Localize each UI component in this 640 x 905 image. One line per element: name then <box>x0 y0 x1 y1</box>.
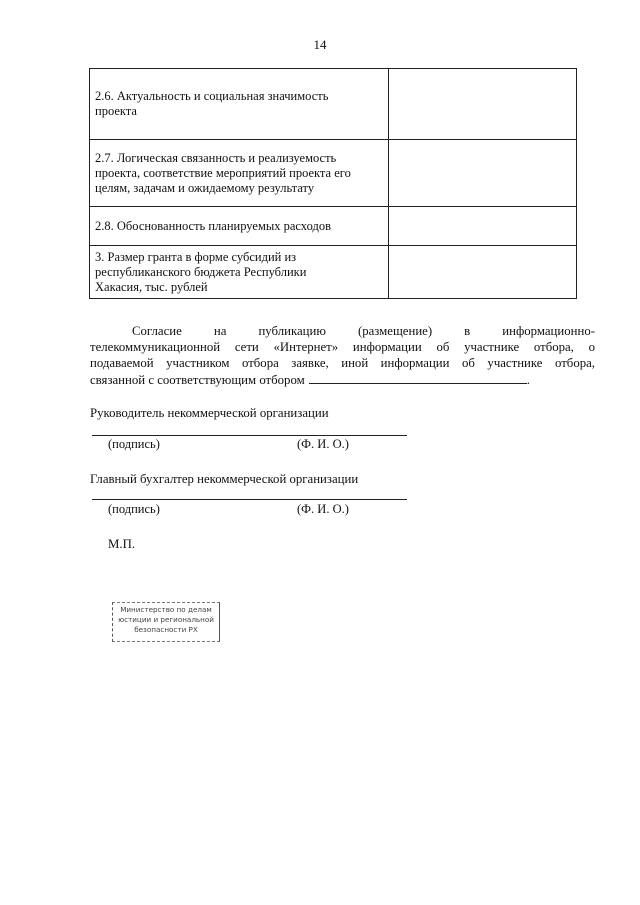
head-signature-caption: (подпись) <box>108 437 160 451</box>
head-name-caption: (Ф. И. О.) <box>297 437 349 451</box>
consent-line: Согласие на публикацию (размещение) в информационно- <box>132 324 595 338</box>
seal-place-label: М.П. <box>108 537 136 551</box>
criterion-line: 2.6. Актуальность и социальная значимость <box>95 89 329 103</box>
value-cell[interactable] <box>388 207 576 246</box>
accountant-signature-line[interactable] <box>92 499 407 500</box>
criterion-cell <box>90 69 389 140</box>
consent-paragraph <box>90 323 595 388</box>
consent-line: телекоммуникационной сети «Интернет» информации об участнике отбора, о <box>90 340 595 354</box>
consent-line-end: . <box>526 373 530 387</box>
criterion-line: Хакасия, тыс. рублей <box>95 279 208 294</box>
ministry-stamp <box>112 602 220 642</box>
value-cell[interactable] <box>388 69 576 140</box>
value-cell[interactable] <box>388 140 576 207</box>
criterion-line: проекта, соответствие мероприятий проекта его <box>95 165 351 180</box>
criterion-line: 2.7. Логическая связанность и реализуемость <box>95 150 337 165</box>
table-row <box>90 207 577 246</box>
criterion-line: целям, задачам и ожидаемому результату <box>95 180 315 195</box>
selection-blank-field[interactable] <box>309 371 527 384</box>
criterion-line: проекта <box>95 104 137 118</box>
criterion-cell <box>90 207 389 246</box>
head-title: Руководитель некоммерческой организации <box>90 406 329 420</box>
criterion-line: 2.8. Обоснованность планируемых расходов <box>95 218 331 233</box>
table-row <box>90 69 577 140</box>
accountant-name-caption: (Ф. И. О.) <box>297 502 349 516</box>
consent-line: подаваемой участником отбора заявке, иной информации об участнике отбора, <box>90 356 595 370</box>
stamp-line: Министерство по делам <box>120 605 212 614</box>
value-cell[interactable] <box>388 246 576 299</box>
criterion-cell <box>90 140 389 207</box>
evaluation-table <box>89 68 577 299</box>
head-signature-line[interactable] <box>92 435 407 436</box>
accountant-title: Главный бухгалтер некоммерческой организации <box>90 472 359 486</box>
consent-last-line <box>90 371 595 388</box>
criterion-line: 3. Размер гранта в форме субсидий из <box>95 249 297 264</box>
table-row <box>90 246 577 299</box>
stamp-line: юстиции и региональной <box>118 615 214 624</box>
page-number: 14 <box>313 37 327 52</box>
criterion-line: республиканского бюджета Республики <box>95 264 307 279</box>
stamp-line: безопасности РХ <box>134 625 198 634</box>
table-row <box>90 140 577 207</box>
accountant-signature-caption: (подпись) <box>108 502 160 516</box>
consent-line: связанной с соответствующим отбором <box>90 373 305 387</box>
criterion-cell <box>90 246 389 299</box>
